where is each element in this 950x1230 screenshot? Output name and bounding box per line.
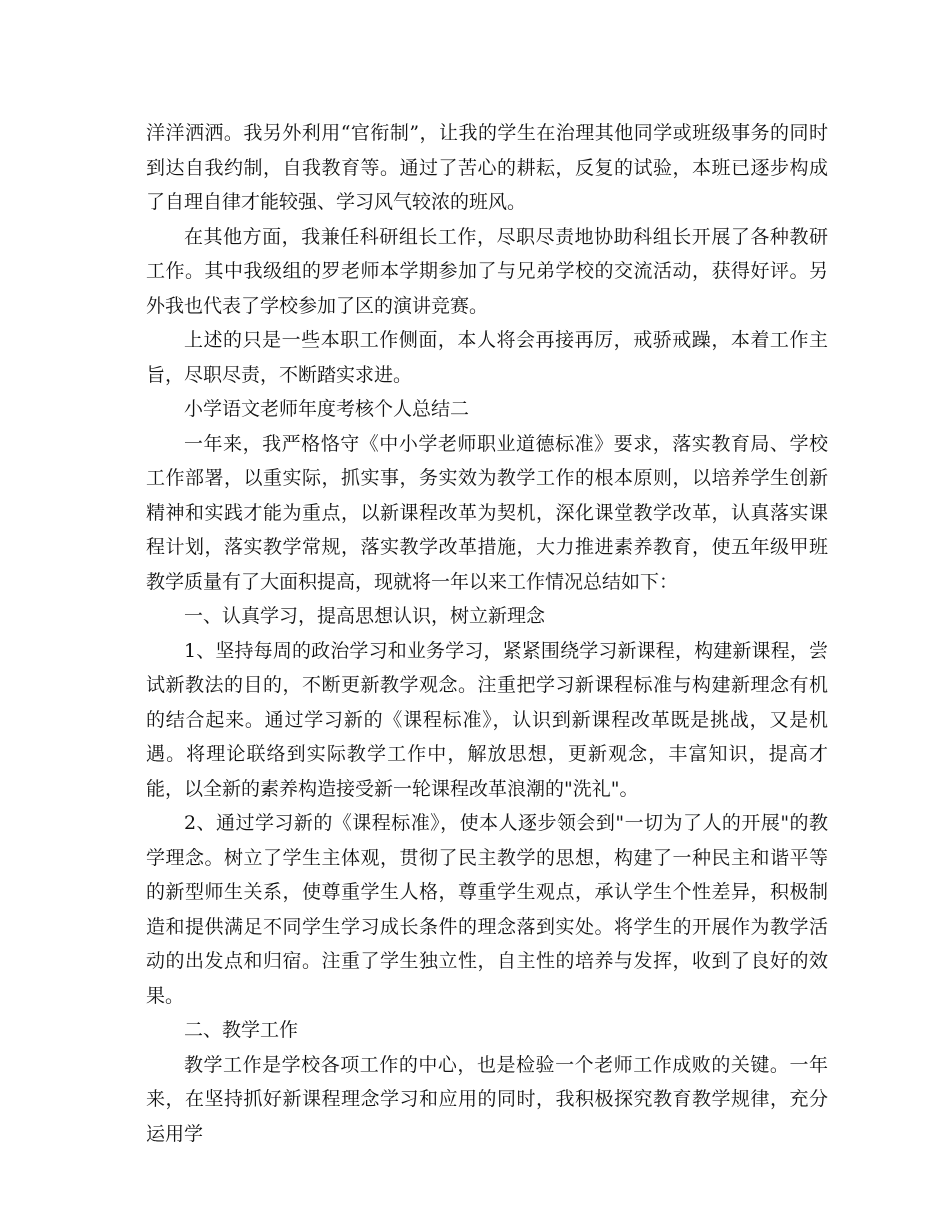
paragraph: 在其他方面，我兼任科研组长工作，尽职尽责地协助科组长开展了各种教研工作。其中我级组的罗老师本学期参加了与兄弟学校的交流活动，获得好评。另外我也代表了学校参加了区的演讲竞赛。: [146, 225, 828, 317]
section-heading: 二、教学工作: [184, 1019, 299, 1041]
paragraph: 教学工作是学校各项工作的中心，也是检验一个老师工作成败的关键。一年来，在坚持抓好新课程理念学习和应用的同时，我积极探究教育教学规律，充分运用学: [146, 1053, 828, 1145]
paragraph: 一年来，我严格恪守《中小学老师职业道德标准》要求，落实教育局、学校工作部署，以重实际，抓实事，务实效为教学工作的根本原则，以培养学生创新精神和实践才能为重点，以新课程改革为契机，深化课堂教学改革，认真落实课程计划，落实教学常规，落实教学改革措施，大力推进素养教育，使五年级甲班教学质量有了大面积提高，现就将一年以来工作情况总结如下：: [146, 432, 828, 593]
section-title: 小学语文老师年度考核个人总结二: [184, 398, 470, 420]
paragraph: 1、坚持每周的政治学习和业务学习，紧紧围绕学习新课程，构建新课程，尝试新教法的目的，不断更新教学观念。注重把学习新课程标准与构建新理念有机的结合起来。通过学习新的《课程标准》，认识到新课程改革既是挑战，又是机遇。将理论联络到实际教学工作中，解放思想，更新观念，丰富知识，提高才能，以全新的素养构造接受新一轮课程改革浪潮的"洗礼"。: [146, 639, 828, 800]
paragraph: 洋洋洒洒。我另外利用“官衔制”，让我的学生在治理其他同学或班级事务的同时到达自我约制，自我教育等。通过了苦心的耕耘，反复的试验，本班已逐步构成了自理自律才能较强、学习风气较浓的班风。: [146, 122, 828, 213]
paragraph: 2、通过学习新的《课程标准》，使本人逐步领会到"一切为了人的开展"的教学理念。树立了学生主体观，贯彻了民主教学的思想，构建了一种民主和谐平等的新型师生关系，使尊重学生人格，尊重学生观点，承认学生个性差异，积极制造和提供满足不同学生学习成长条件的理念落到实处。将学生的开展作为教学活动的出发点和归宿。注重了学生独立性，自主性的培养与发挥，收到了良好的效果。: [146, 812, 828, 1007]
document-body: [146, 116, 828, 1151]
section-heading: 一、认真学习，提高思想认识，树立新理念: [184, 605, 546, 627]
paragraph: 上述的只是一些本职工作侧面，本人将会再接再厉，戒骄戒躁，本着工作主旨，尽职尽责，不断踏实求进。: [146, 329, 828, 386]
